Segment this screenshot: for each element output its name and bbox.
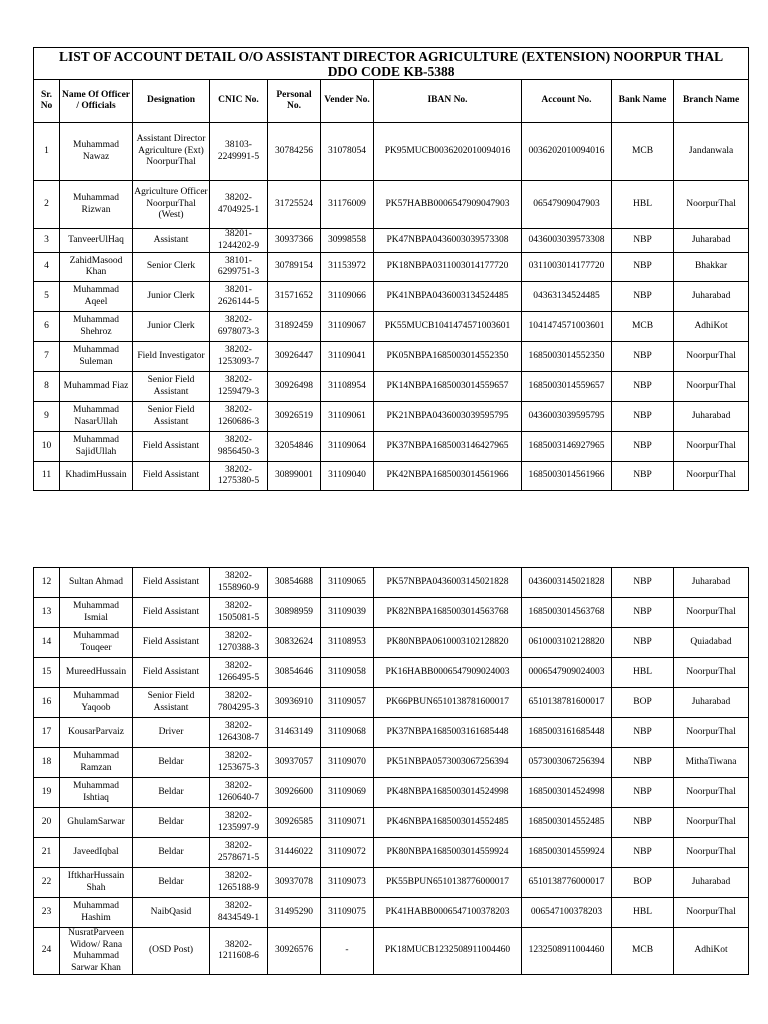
- name-cell: Muhammad Ishtiaq: [60, 778, 133, 808]
- sr-no-cell: 23: [34, 898, 60, 928]
- designation-cell: Assistant: [133, 229, 210, 253]
- table-row: [34, 718, 749, 748]
- name-cell: KousarParvaiz: [60, 718, 133, 748]
- sr-no-cell: 6: [34, 312, 60, 342]
- iban-cell: PK80NBPA1685003014559924: [374, 838, 522, 868]
- personal-no-cell: 31725524: [268, 181, 321, 229]
- vender-no-cell: 31109071: [321, 808, 374, 838]
- account-no-cell: 0311003014177720: [522, 253, 612, 282]
- account-table-page-1: [33, 47, 749, 491]
- table-row: [34, 778, 749, 808]
- account-no-cell: 0436003145021828: [522, 568, 612, 598]
- table-row: [34, 898, 749, 928]
- vender-no-cell: 31109073: [321, 868, 374, 898]
- designation-cell: Field Assistant: [133, 462, 210, 491]
- cnic-cell: 38202-7804295-3: [210, 688, 268, 718]
- account-no-cell: 1685003014563768: [522, 598, 612, 628]
- branch-name-cell: NoorpurThal: [674, 598, 749, 628]
- cnic-cell: 38202-1259479-3: [210, 372, 268, 402]
- personal-no-cell: 30937057: [268, 748, 321, 778]
- cnic-cell: 38201-2626144-5: [210, 282, 268, 312]
- personal-no-cell: 30936910: [268, 688, 321, 718]
- branch-name-cell: NoorpurThal: [674, 808, 749, 838]
- cnic-cell: 38202-1266495-5: [210, 658, 268, 688]
- account-no-cell: 04363134524485: [522, 282, 612, 312]
- column-header-personal-no: Personal No.: [268, 80, 321, 123]
- sr-no-cell: 15: [34, 658, 60, 688]
- iban-cell: PK37NBPA1685003161685448: [374, 718, 522, 748]
- branch-name-cell: MithaTiwana: [674, 748, 749, 778]
- iban-cell: PK80NBPA0610003102128820: [374, 628, 522, 658]
- bank-name-cell: HBL: [612, 181, 674, 229]
- cnic-cell: 38202-6978073-3: [210, 312, 268, 342]
- column-header-bank-name: Bank Name: [612, 80, 674, 123]
- name-cell: Muhammad Suleman: [60, 342, 133, 372]
- branch-name-cell: NoorpurThal: [674, 658, 749, 688]
- table-row: [34, 808, 749, 838]
- iban-cell: PK05NBPA1685003014552350: [374, 342, 522, 372]
- sr-no-cell: 3: [34, 229, 60, 253]
- account-no-cell: 1685003161685448: [522, 718, 612, 748]
- column-header-designation: Designation: [133, 80, 210, 123]
- personal-no-cell: 30937366: [268, 229, 321, 253]
- vender-no-cell: 31109068: [321, 718, 374, 748]
- designation-cell: Field Assistant: [133, 658, 210, 688]
- cnic-cell: 38202-1253675-3: [210, 748, 268, 778]
- personal-no-cell: 30899001: [268, 462, 321, 491]
- account-no-cell: 6510138781600017: [522, 688, 612, 718]
- table-row: [34, 181, 749, 229]
- iban-cell: PK21NBPA0436003039595795: [374, 402, 522, 432]
- cnic-cell: 38202-1253093-7: [210, 342, 268, 372]
- name-cell: Muhammad Ismial: [60, 598, 133, 628]
- table-row: [34, 462, 749, 491]
- document-title-line2: DDO CODE KB-5388: [327, 63, 455, 79]
- cnic-cell: 38202-1211608-6: [210, 928, 268, 975]
- cnic-cell: 38202-1235997-9: [210, 808, 268, 838]
- branch-name-cell: Juharabad: [674, 568, 749, 598]
- column-header-branch-name: Branch Name: [674, 80, 749, 123]
- personal-no-cell: 31571652: [268, 282, 321, 312]
- sr-no-cell: 14: [34, 628, 60, 658]
- vender-no-cell: 31109066: [321, 282, 374, 312]
- designation-cell: Senior Clerk: [133, 253, 210, 282]
- sr-no-cell: 5: [34, 282, 60, 312]
- table-row: [34, 229, 749, 253]
- cnic-cell: 38201-1244202-9: [210, 229, 268, 253]
- iban-cell: PK55BPUN6510138776000017: [374, 868, 522, 898]
- account-no-cell: 1685003014561966: [522, 462, 612, 491]
- account-no-cell: 1685003014559924: [522, 838, 612, 868]
- cnic-cell: 38202-1505081-5: [210, 598, 268, 628]
- vender-no-cell: 31108953: [321, 628, 374, 658]
- bank-name-cell: NBP: [612, 718, 674, 748]
- column-header-account-no: Account No.: [522, 80, 612, 123]
- name-cell: GhulamSarwar: [60, 808, 133, 838]
- account-no-cell: 0573003067256394: [522, 748, 612, 778]
- vender-no-cell: 31078054: [321, 123, 374, 181]
- vender-no-cell: 31109069: [321, 778, 374, 808]
- cnic-cell: 38202-1260686-3: [210, 402, 268, 432]
- branch-name-cell: Jandanwala: [674, 123, 749, 181]
- bank-name-cell: MCB: [612, 312, 674, 342]
- designation-cell: Senior Field Assistant: [133, 688, 210, 718]
- branch-name-cell: NoorpurThal: [674, 432, 749, 462]
- name-cell: KhadimHussain: [60, 462, 133, 491]
- bank-name-cell: NBP: [612, 568, 674, 598]
- iban-cell: PK37NBPA1685003146427965: [374, 432, 522, 462]
- personal-no-cell: 30926576: [268, 928, 321, 975]
- bank-name-cell: NBP: [612, 402, 674, 432]
- bank-name-cell: BOP: [612, 688, 674, 718]
- branch-name-cell: Juharabad: [674, 229, 749, 253]
- iban-cell: PK14NBPA1685003014559657: [374, 372, 522, 402]
- bank-name-cell: NBP: [612, 748, 674, 778]
- vender-no-cell: 31109064: [321, 432, 374, 462]
- table-row: [34, 598, 749, 628]
- iban-cell: PK16HABB0006547909024003: [374, 658, 522, 688]
- sr-no-cell: 24: [34, 928, 60, 975]
- bank-name-cell: NBP: [612, 342, 674, 372]
- name-cell: Muhammad Touqeer: [60, 628, 133, 658]
- sr-no-cell: 13: [34, 598, 60, 628]
- personal-no-cell: 30898959: [268, 598, 321, 628]
- cnic-cell: 38202-1265188-9: [210, 868, 268, 898]
- name-cell: TanveerUlHaq: [60, 229, 133, 253]
- column-header-cnic: CNIC No.: [210, 80, 268, 123]
- personal-no-cell: 31446022: [268, 838, 321, 868]
- vender-no-cell: 31109070: [321, 748, 374, 778]
- cnic-cell: 38202-9856450-3: [210, 432, 268, 462]
- personal-no-cell: 30926585: [268, 808, 321, 838]
- column-header-row: [34, 80, 749, 123]
- bank-name-cell: NBP: [612, 432, 674, 462]
- table-row: [34, 568, 749, 598]
- iban-cell: PK46NBPA1685003014552485: [374, 808, 522, 838]
- sr-no-cell: 7: [34, 342, 60, 372]
- designation-cell: NaibQasid: [133, 898, 210, 928]
- personal-no-cell: 30789154: [268, 253, 321, 282]
- sr-no-cell: 19: [34, 778, 60, 808]
- cnic-cell: 38202-4704925-1: [210, 181, 268, 229]
- account-no-cell: 6510138776000017: [522, 868, 612, 898]
- table-row: [34, 658, 749, 688]
- bank-name-cell: NBP: [612, 253, 674, 282]
- branch-name-cell: AdhiKot: [674, 928, 749, 975]
- vender-no-cell: 31109061: [321, 402, 374, 432]
- iban-cell: PK57HABB0006547909047903: [374, 181, 522, 229]
- table-row: [34, 868, 749, 898]
- personal-no-cell: 30854688: [268, 568, 321, 598]
- account-no-cell: 1685003014552485: [522, 808, 612, 838]
- branch-name-cell: Juharabad: [674, 282, 749, 312]
- branch-name-cell: NoorpurThal: [674, 718, 749, 748]
- personal-no-cell: 30926447: [268, 342, 321, 372]
- cnic-cell: 38202-2578671-5: [210, 838, 268, 868]
- bank-name-cell: NBP: [612, 808, 674, 838]
- personal-no-cell: 31463149: [268, 718, 321, 748]
- table-row: [34, 928, 749, 975]
- sr-no-cell: 16: [34, 688, 60, 718]
- sr-no-cell: 8: [34, 372, 60, 402]
- designation-cell: Senior Field Assistant: [133, 372, 210, 402]
- cnic-cell: 38202-1270388-3: [210, 628, 268, 658]
- branch-name-cell: AdhiKot: [674, 312, 749, 342]
- sr-no-cell: 21: [34, 838, 60, 868]
- column-header-sr-no: Sr. No: [34, 80, 60, 123]
- table-row: [34, 253, 749, 282]
- table-row: [34, 312, 749, 342]
- designation-cell: Field Investigator: [133, 342, 210, 372]
- name-cell: Muhammad Rizwan: [60, 181, 133, 229]
- account-no-cell: 0436003039573308: [522, 229, 612, 253]
- name-cell: ZahidMasood Khan: [60, 253, 133, 282]
- branch-name-cell: NoorpurThal: [674, 778, 749, 808]
- sr-no-cell: 18: [34, 748, 60, 778]
- designation-cell: (OSD Post): [133, 928, 210, 975]
- name-cell: Muhammad Fiaz: [60, 372, 133, 402]
- bank-name-cell: HBL: [612, 658, 674, 688]
- account-no-cell: 1685003014524998: [522, 778, 612, 808]
- bank-name-cell: NBP: [612, 628, 674, 658]
- cnic-cell: 38202-8434549-1: [210, 898, 268, 928]
- table-row: [34, 282, 749, 312]
- branch-name-cell: Bhakkar: [674, 253, 749, 282]
- name-cell: Muhammad Aqeel: [60, 282, 133, 312]
- table-row: [34, 838, 749, 868]
- vender-no-cell: 31109041: [321, 342, 374, 372]
- designation-cell: Assistant Director Agriculture (Ext) NoorpurThal: [133, 123, 210, 181]
- vender-no-cell: 31109058: [321, 658, 374, 688]
- branch-name-cell: NoorpurThal: [674, 898, 749, 928]
- account-no-cell: 0036202010094016: [522, 123, 612, 181]
- personal-no-cell: 30784256: [268, 123, 321, 181]
- vender-no-cell: 31153972: [321, 253, 374, 282]
- iban-cell: PK18MUCB1232508911004460: [374, 928, 522, 975]
- vender-no-cell: 31109075: [321, 898, 374, 928]
- table-row: [34, 372, 749, 402]
- designation-cell: Field Assistant: [133, 568, 210, 598]
- name-cell: JaveedIqbal: [60, 838, 133, 868]
- iban-cell: PK47NBPA0436003039573308: [374, 229, 522, 253]
- cnic-cell: 38103-2249991-5: [210, 123, 268, 181]
- account-no-cell: 006547100378203: [522, 898, 612, 928]
- account-table-page-2: [33, 567, 749, 975]
- sr-no-cell: 9: [34, 402, 60, 432]
- vender-no-cell: 31109057: [321, 688, 374, 718]
- cnic-cell: 38202-1558960-9: [210, 568, 268, 598]
- cnic-cell: 38202-1264308-7: [210, 718, 268, 748]
- name-cell: Muhammad Yaqoob: [60, 688, 133, 718]
- table-row: [34, 688, 749, 718]
- personal-no-cell: 30937078: [268, 868, 321, 898]
- branch-name-cell: NoorpurThal: [674, 838, 749, 868]
- designation-cell: Beldar: [133, 838, 210, 868]
- iban-cell: PK82NBPA1685003014563768: [374, 598, 522, 628]
- vender-no-cell: 31176009: [321, 181, 374, 229]
- personal-no-cell: 30926519: [268, 402, 321, 432]
- account-no-cell: 1232508911004460: [522, 928, 612, 975]
- bank-name-cell: MCB: [612, 928, 674, 975]
- name-cell: Muhammad NasarUllah: [60, 402, 133, 432]
- iban-cell: PK48NBPA1685003014524998: [374, 778, 522, 808]
- sr-no-cell: 1: [34, 123, 60, 181]
- account-no-cell: 1685003014552350: [522, 342, 612, 372]
- sr-no-cell: 22: [34, 868, 60, 898]
- designation-cell: Beldar: [133, 868, 210, 898]
- sr-no-cell: 17: [34, 718, 60, 748]
- column-header-iban: IBAN No.: [374, 80, 522, 123]
- sr-no-cell: 2: [34, 181, 60, 229]
- name-cell: Muhammad Ramzan: [60, 748, 133, 778]
- iban-cell: PK57NBPA0436003145021828: [374, 568, 522, 598]
- cnic-cell: 38202-1260640-7: [210, 778, 268, 808]
- bank-name-cell: MCB: [612, 123, 674, 181]
- vender-no-cell: 31109067: [321, 312, 374, 342]
- designation-cell: Beldar: [133, 778, 210, 808]
- designation-cell: Beldar: [133, 808, 210, 838]
- iban-cell: PK42NBPA1685003014561966: [374, 462, 522, 491]
- personal-no-cell: 30854646: [268, 658, 321, 688]
- name-cell: Muhammad SajidUllah: [60, 432, 133, 462]
- bank-name-cell: NBP: [612, 229, 674, 253]
- branch-name-cell: Quiadabad: [674, 628, 749, 658]
- personal-no-cell: 30926498: [268, 372, 321, 402]
- account-no-cell: 1685003014559657: [522, 372, 612, 402]
- bank-name-cell: NBP: [612, 838, 674, 868]
- column-header-name: Name Of Officer / Officials: [60, 80, 133, 123]
- branch-name-cell: Juharabad: [674, 402, 749, 432]
- designation-cell: Driver: [133, 718, 210, 748]
- bank-name-cell: NBP: [612, 778, 674, 808]
- designation-cell: Junior Clerk: [133, 282, 210, 312]
- account-no-cell: 0006547909024003: [522, 658, 612, 688]
- vender-no-cell: 31109039: [321, 598, 374, 628]
- iban-cell: PK51NBPA0573003067256394: [374, 748, 522, 778]
- designation-cell: Field Assistant: [133, 628, 210, 658]
- table-row: [34, 748, 749, 778]
- account-no-cell: 1685003146927965: [522, 432, 612, 462]
- vender-no-cell: 30998558: [321, 229, 374, 253]
- name-cell: Muhammad Shehroz: [60, 312, 133, 342]
- branch-name-cell: NoorpurThal: [674, 342, 749, 372]
- document-title-line1: LIST OF ACCOUNT DETAIL O/O ASSISTANT DIRECTOR AGRICULTURE (EXTENSION) NOORPUR THAL: [58, 48, 724, 64]
- iban-cell: PK55MUCB1041474571003601: [374, 312, 522, 342]
- sr-no-cell: 20: [34, 808, 60, 838]
- cnic-cell: 38202-1275380-5: [210, 462, 268, 491]
- branch-name-cell: NoorpurThal: [674, 372, 749, 402]
- vender-no-cell: -: [321, 928, 374, 975]
- bank-name-cell: NBP: [612, 282, 674, 312]
- sr-no-cell: 4: [34, 253, 60, 282]
- name-cell: MureedHussain: [60, 658, 133, 688]
- vender-no-cell: 31109072: [321, 838, 374, 868]
- branch-name-cell: Juharabad: [674, 688, 749, 718]
- table-row: [34, 432, 749, 462]
- column-header-vender-no: Vender No.: [321, 80, 374, 123]
- branch-name-cell: Juharabad: [674, 868, 749, 898]
- iban-cell: PK66PBUN6510138781600017: [374, 688, 522, 718]
- branch-name-cell: NoorpurThal: [674, 462, 749, 491]
- account-no-cell: 0610003102128820: [522, 628, 612, 658]
- account-no-cell: 0436003039595795: [522, 402, 612, 432]
- bank-name-cell: HBL: [612, 898, 674, 928]
- name-cell: NusratParveen Widow/ Rana Muhammad Sarwar Khan: [60, 928, 133, 975]
- personal-no-cell: 31495290: [268, 898, 321, 928]
- table-row: [34, 342, 749, 372]
- designation-cell: Field Assistant: [133, 598, 210, 628]
- vender-no-cell: 31109040: [321, 462, 374, 491]
- designation-cell: Senior Field Assistant: [133, 402, 210, 432]
- table-row: [34, 628, 749, 658]
- vender-no-cell: 31109065: [321, 568, 374, 598]
- table-row: [34, 402, 749, 432]
- account-no-cell: 06547909047903: [522, 181, 612, 229]
- personal-no-cell: 31892459: [268, 312, 321, 342]
- sr-no-cell: 10: [34, 432, 60, 462]
- designation-cell: Agriculture Officer NoorpurThal (West): [133, 181, 210, 229]
- designation-cell: Beldar: [133, 748, 210, 778]
- vender-no-cell: 31108954: [321, 372, 374, 402]
- bank-name-cell: NBP: [612, 598, 674, 628]
- bank-name-cell: NBP: [612, 372, 674, 402]
- iban-cell: PK95MUCB0036202010094016: [374, 123, 522, 181]
- document-title: [34, 48, 749, 80]
- name-cell: IftkharHussain Shah: [60, 868, 133, 898]
- name-cell: Sultan Ahmad: [60, 568, 133, 598]
- sr-no-cell: 11: [34, 462, 60, 491]
- account-no-cell: 1041474571003601: [522, 312, 612, 342]
- personal-no-cell: 30832624: [268, 628, 321, 658]
- personal-no-cell: 32054846: [268, 432, 321, 462]
- iban-cell: PK41NBPA0436003134524485: [374, 282, 522, 312]
- table-row: [34, 123, 749, 181]
- designation-cell: Junior Clerk: [133, 312, 210, 342]
- sr-no-cell: 12: [34, 568, 60, 598]
- branch-name-cell: NoorpurThal: [674, 181, 749, 229]
- name-cell: Muhammad Nawaz: [60, 123, 133, 181]
- bank-name-cell: BOP: [612, 868, 674, 898]
- iban-cell: PK18NBPA0311003014177720: [374, 253, 522, 282]
- name-cell: Muhammad Hashim: [60, 898, 133, 928]
- cnic-cell: 38101-6299751-3: [210, 253, 268, 282]
- bank-name-cell: NBP: [612, 462, 674, 491]
- designation-cell: Field Assistant: [133, 432, 210, 462]
- personal-no-cell: 30926600: [268, 778, 321, 808]
- iban-cell: PK41HABB0006547100378203: [374, 898, 522, 928]
